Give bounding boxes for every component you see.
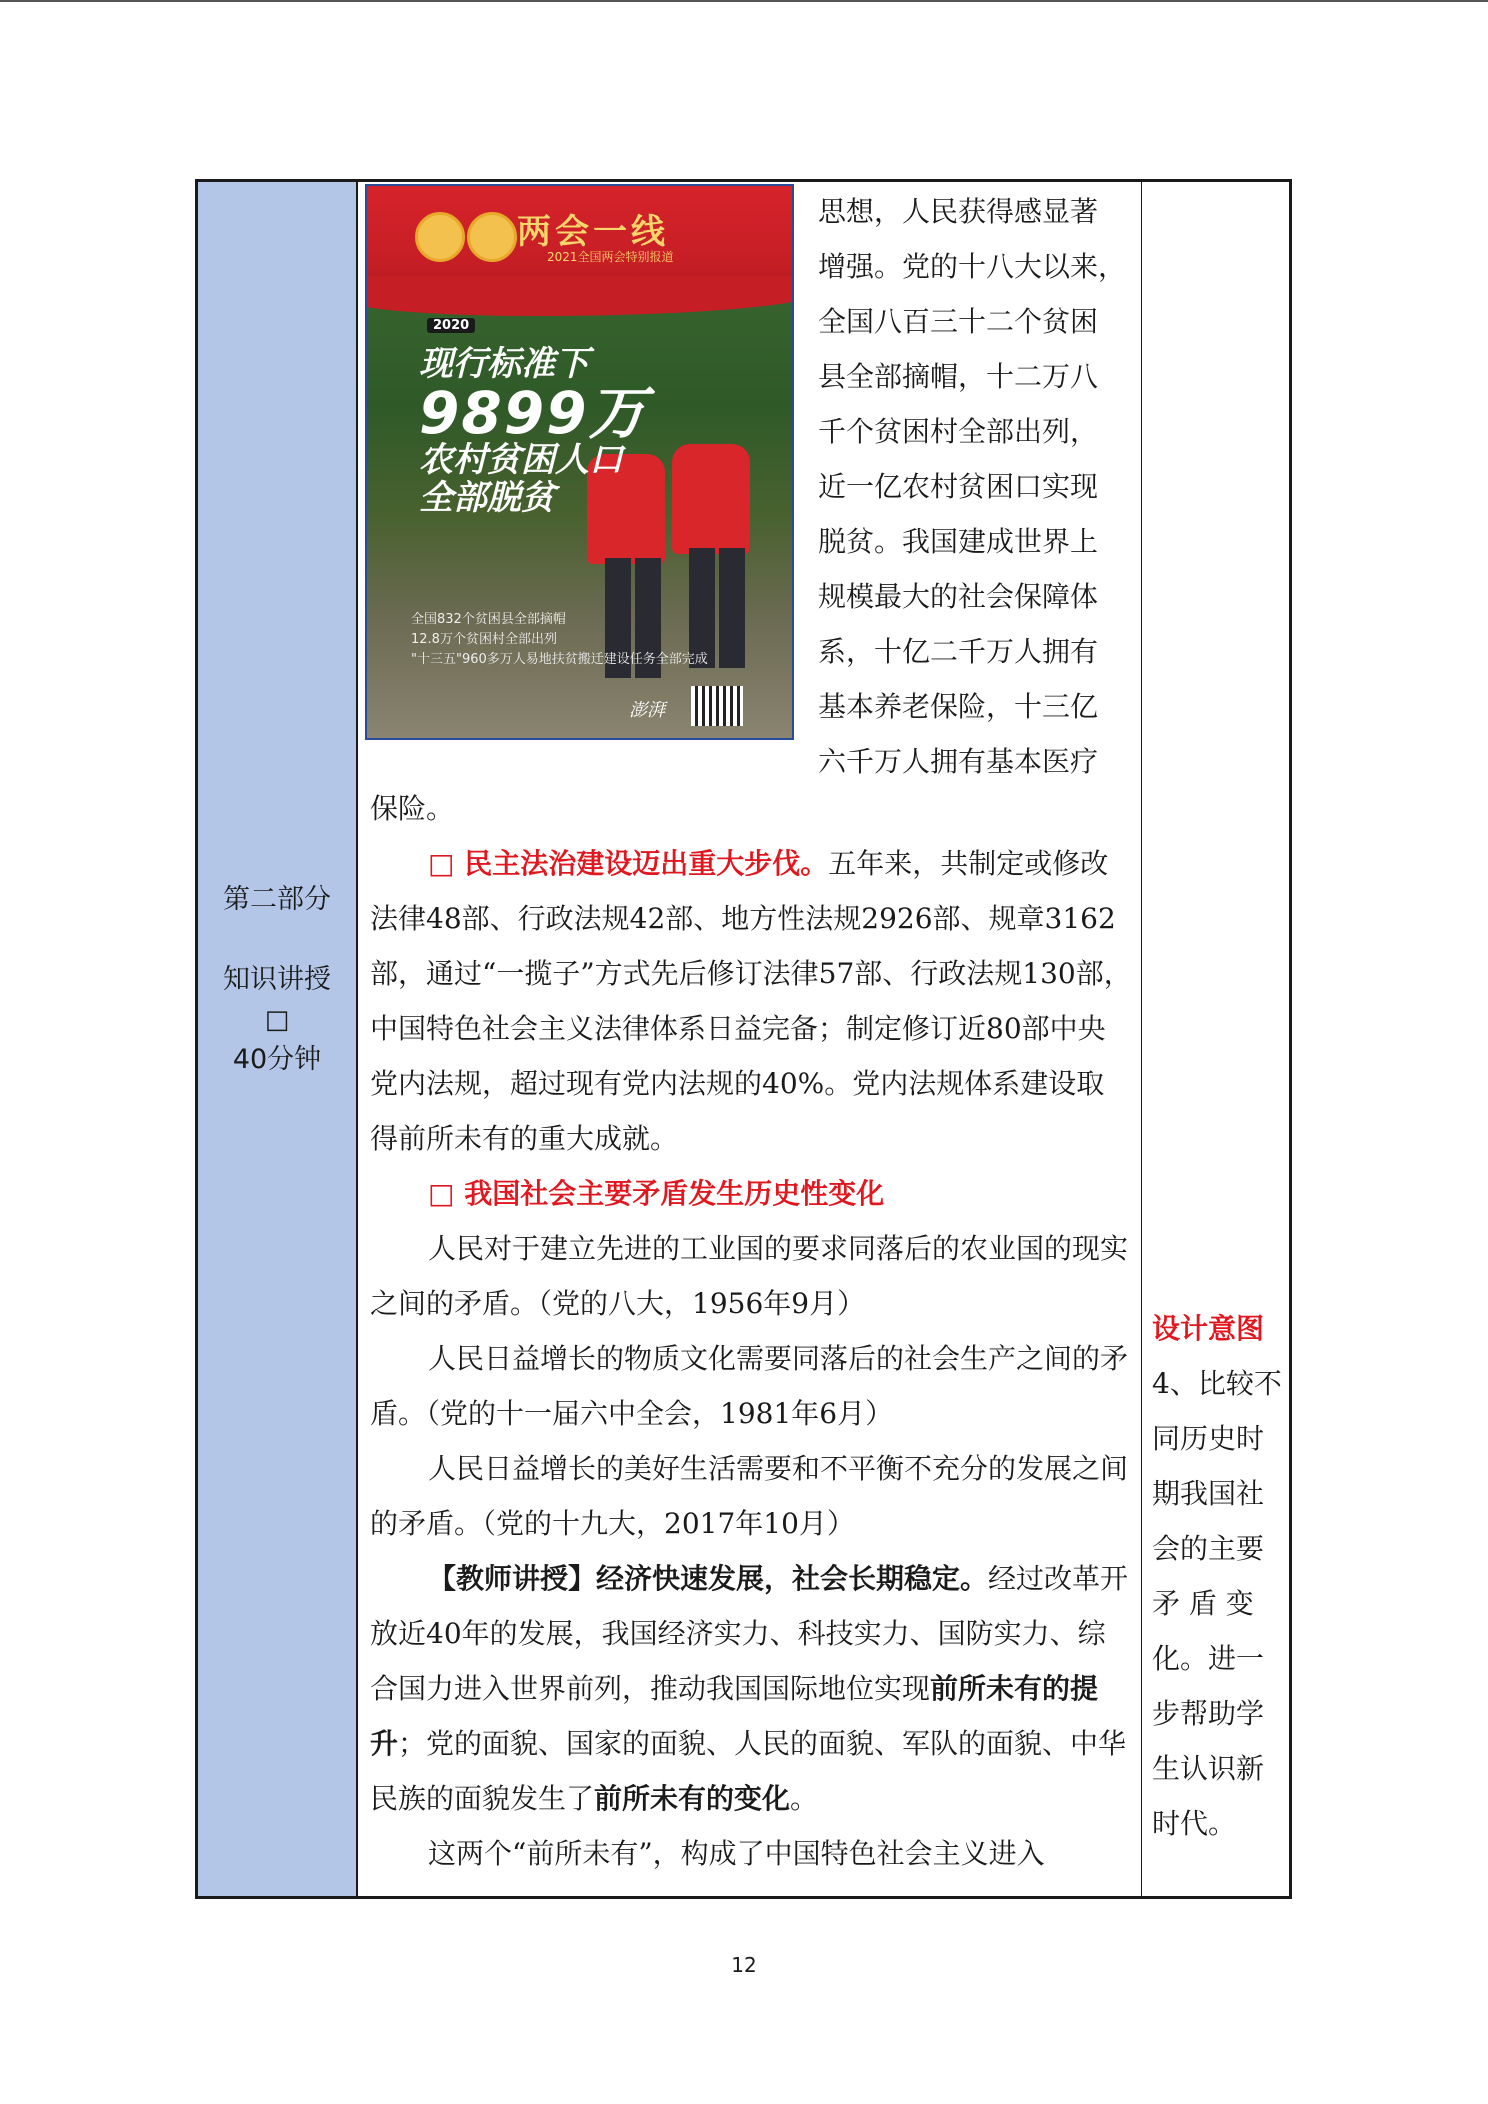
design-intent-line: 生认识新: [1152, 1752, 1265, 1785]
design-intent-line: 化。进一: [1152, 1642, 1265, 1675]
design-intent-line: 会的主要: [1152, 1532, 1265, 1565]
section-label: 第二部分: [223, 884, 331, 915]
continuation-text: 保险。: [370, 792, 455, 825]
poster-banner-subtitle: 2021全国两会特别报道: [547, 250, 674, 264]
poster-bullet: 全国832个贫困县全部摘帽: [411, 612, 566, 627]
paragraph-heading: □ 民主法治建设迈出重大步伐。: [428, 847, 829, 880]
poster-headline-number: 9899万: [419, 379, 649, 447]
design-intent-line: 4、比较不: [1152, 1367, 1282, 1400]
page-top-border: [0, 0, 1488, 2]
column-divider: [1141, 182, 1142, 1896]
poster-brand-logo: 澎湃: [629, 700, 665, 721]
text-line: 脱贫。我国建成世界上: [818, 525, 1099, 558]
text-line: 规模最大的社会保障体: [818, 580, 1099, 613]
text-line: 县全部摘帽，十二万八: [818, 360, 1099, 393]
paragraph-1981: 人民日益增长的物质文化需要同落后的社会生产之间的矛盾。（党的十一届六中全会，1981年6月）: [370, 1342, 1129, 1430]
text-line: 六千万人拥有基本医疗: [818, 745, 1099, 778]
topic-label: 知识讲授: [223, 964, 331, 995]
text-line: 全国八百三十二个贫困: [818, 305, 1099, 338]
paragraph-democracy: [370, 836, 1132, 1166]
poster-banner-title: 两会一线: [517, 212, 669, 252]
page-number: 12: [731, 1953, 757, 1977]
text-line: 增强。党的十八大以来，: [818, 250, 1127, 283]
text-line: 思想，人民获得感显著: [818, 195, 1099, 228]
design-intent-block: [1152, 1301, 1282, 1851]
paragraph-1956: 人民对于建立先进的工业国的要求同落后的农业国的现实之间的矛盾。（党的八大，1956年9月）: [370, 1232, 1129, 1320]
poster-bullet: 12.8万个贫困村全部出列: [411, 632, 557, 647]
checkbox-glyph: □: [264, 1005, 290, 1035]
qr-code-icon: [691, 686, 743, 726]
main-text-body: [370, 781, 1132, 1881]
poverty-poster-image: [365, 184, 794, 740]
text-line: 系，十亿二千万人拥有: [818, 635, 1099, 668]
paragraph-teacher: 【教师讲授】经济快速发展，社会长期稳定。经过改革开放近40年的发展，我国经济实力、科技实力、国防实力、综合国力进入世界前列，推动我国国际地位实现前所未有的提升；党的面貌、国家的面貌、人民的面貌、军队的面貌、中华民族的面貌发生了前所未有的变化。: [370, 1562, 1129, 1815]
design-intent-title: 设计意图: [1152, 1312, 1265, 1345]
poster-headline-3: 农村贫困人口: [419, 440, 623, 480]
national-emblem-icon: [415, 212, 465, 262]
paragraph-heading-contradiction: □ 我国社会主要矛盾发生历史性变化: [428, 1177, 885, 1210]
paragraph-2017: 人民日益增长的美好生活需要和不平衡不充分的发展之间的矛盾。（党的十九大，2017年10月）: [370, 1452, 1129, 1540]
poster-bullet: "十三五"960多万人易地扶贫搬迁建设任务全部完成: [411, 652, 708, 667]
design-intent-line: 同历史时: [1152, 1422, 1265, 1455]
wrapped-text-block: [818, 184, 1128, 789]
text-line: 千个贫困村全部出列，: [818, 415, 1099, 448]
poster-headline-1: 现行标准下: [419, 344, 589, 384]
poster-headline-4: 全部脱贫: [419, 478, 555, 518]
cppcc-emblem-icon: [467, 212, 517, 262]
design-intent-line: 矛 盾 变: [1152, 1587, 1254, 1620]
text-line: 近一亿农村贫困口实现: [818, 470, 1099, 503]
paragraph-body: 五年来，共制定或修改法律48部、行政法规42部、地方性法规2926部、规章3162部，通过“一揽子”方式先后修订法律57部、行政法规130部，中国特色社会主义法律体系日益完备；制定修订近80部中央党内法规，超过现有党内法规的40%。党内法规体系建设取得前所未有的重大成就。: [370, 847, 1132, 1155]
left-column: [198, 182, 358, 1896]
design-intent-line: 期我国社: [1152, 1477, 1265, 1510]
duration-label: 40分钟: [232, 1044, 322, 1075]
text-line: 基本养老保险，十三亿: [818, 690, 1099, 723]
design-intent-line: 时代。: [1152, 1807, 1237, 1840]
design-intent-line: 步帮助学: [1152, 1697, 1265, 1730]
paragraph-unprecedented: 这两个“前所未有”，构成了中国特色社会主义进入: [428, 1837, 1045, 1870]
poster-year-badge: 2020: [427, 318, 475, 333]
volunteer-figure-2: [672, 444, 750, 554]
lesson-table: [195, 179, 1292, 1899]
